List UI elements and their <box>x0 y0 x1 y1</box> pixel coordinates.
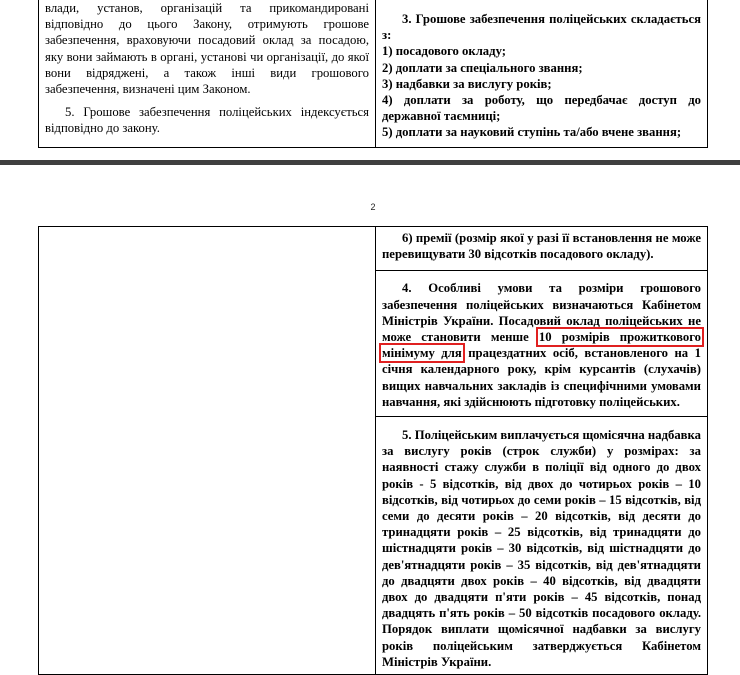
left-column-empty-cell <box>39 227 376 675</box>
page-number: 2 <box>370 202 376 212</box>
right-item-1: 1) посадового окладу; <box>382 44 506 59</box>
document-page-2 <box>0 169 740 669</box>
right-item-3: 3) надбавки за вислугу років; <box>382 76 552 91</box>
page-separator <box>0 160 740 165</box>
paragraph-4 <box>382 280 701 410</box>
left-column-cell <box>39 0 376 147</box>
highlighted-phrase: 10 розмірів прожиткового мінімуму для <box>382 330 702 361</box>
right-item-2: 2) доплати за спеціального звання; <box>382 60 583 75</box>
table-row <box>39 0 708 147</box>
right-cell-paragraph-4 <box>376 271 708 417</box>
right-heading-3: 3. Грошове забезпечення поліцейських складається з: <box>382 12 701 43</box>
right-item-5: 5) доплати за науковий ступінь та/або вчене звання; <box>382 125 682 140</box>
table-row <box>39 227 708 271</box>
paragraph-5: 5. Поліцейським виплачується щомісячна надбавка за вислугу років (строк служби) у розмірах: за наявності стажу служби в поліції від одного до двох років - 5 відсотків, від двох до чотирьох років – 10 відсотків, від чотирьох до семи років – 15 відсотків, від семи до десяти років – 20 відсотків, від десяти до тринадцяти років – 25 відсотків, від тринадцяти до шістнадцяти років – 30 відсотків, від шістнадцяти до дев'ятнадцяти років – 35 відсотків, від дев'ятнадцяти до двадцяти двох років – 40 відсотків, від двадцяти двох до двадцяти п'яти років – 45 відсотків, понад двадцять п'ять років – 50 відсотків посадового окладу. Порядок виплати щомісячної надбавки за вислугу років поліцейським затверджується Кабінетом Міністрів України. <box>382 428 701 669</box>
right-cell-paragraph-5 <box>376 417 708 675</box>
right-cell-item-6 <box>376 227 708 271</box>
document-page-1 <box>0 0 740 153</box>
item-6-text: 6) премії (розмір якої у разі її встановлення не може перевищувати 30 відсотків посадового окладу). <box>382 231 701 262</box>
left-paragraph-continuation: влади, установ, організацій та прикомандировані відповідно до цього Закону, отримують грошове забезпечення, враховуючи посадовий оклад за посадою, яку вони займають в органі, установі чи організації, до якої вони відряджені, а також інші види грошового забезпечення, визначені цим Законом. <box>45 1 369 97</box>
paragraph-4-start: 4. Особливі умови та розміри грошового забезпечення поліцейських визначаються Кабінетом Міністрів України. Посадовий оклад поліцейських не може становити менше <box>382 281 701 345</box>
comparison-table-bottom <box>38 226 708 675</box>
right-column-cell <box>376 0 708 147</box>
paragraph-4-end: працездатних осіб, встановленого на 1 січня календарного року, крім курсантів (слухачів) вищих навчальних закладів із специфічними умовами навчання, які здійснюють підготовку поліцейських. <box>382 346 701 409</box>
left-paragraph-5: 5. Грошове забезпечення поліцейських індексується відповідно до закону. <box>45 105 369 136</box>
comparison-table-top <box>38 0 708 148</box>
right-item-4: 4) доплати за роботу, що передбачає доступ до державної таємниці; <box>382 93 701 124</box>
